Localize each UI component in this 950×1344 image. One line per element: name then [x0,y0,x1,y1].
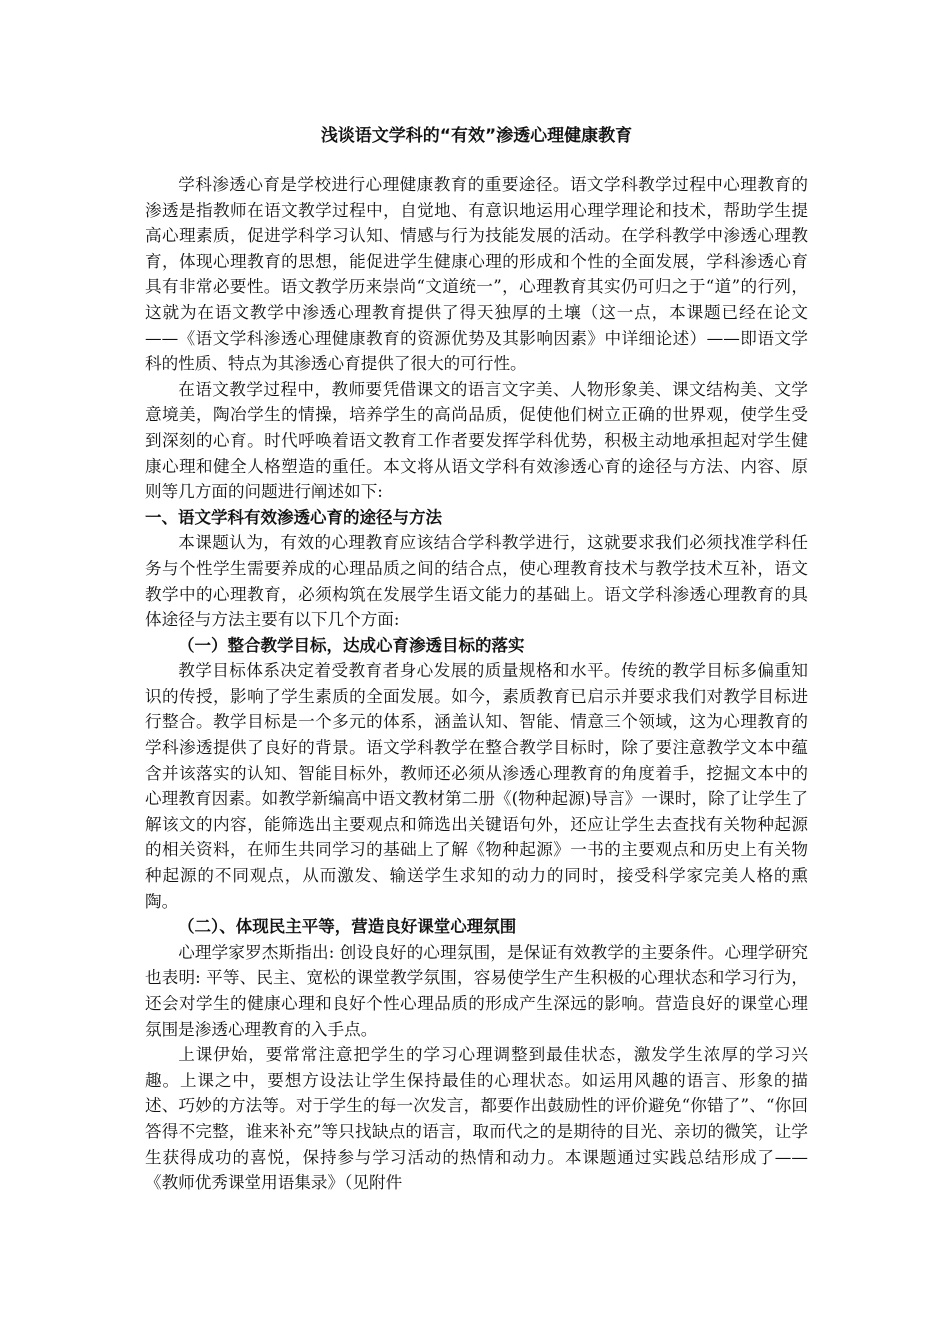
subsection-heading: （二）、体现民主平等，营造良好课堂心理氛围 [178,917,517,937]
document-title: 浅谈语文学科的“有效”渗透心理健康教育 [320,126,633,146]
paragraph: 在语文教学过程中，教师要凭借课文的语言文字美、人物形象美、课文结构美、文学意境美，陶冶学生的情操，培养学生的高尚品质，促使他们树立正确的世界观，使学生受到深刻的心育。时代呼唤着语文教育工作者要发挥学科优势，积极主动地承担起对学生健康心理和健全人格塑造的重任。本文将从语文学科有效渗透心育的途径与方法、内容、原则等几方面的问题进行阐述如下: [145,379,808,502]
paragraph: 本课题认为，有效的心理教育应该结合学科教学进行，这就要求我们必须找准学科任务与个性学生需要养成的心理品质之间的结合点，使心理教育技术与教学技术互补，语文教学中的心理教育，必须构筑在发展学生语文能力的基础上。语文学科渗透心理教育的具体途径与方法主要有以下几个方面: [145,533,808,630]
paragraph: 心理学家罗杰斯指出: 创设良好的心理氛围，是保证有效教学的主要条件。心理学研究也表明: 平等、民主、宽松的课堂教学氛围，容易使学生产生积极的心理状态和学习行为，还会对学生的健康心理和良好个性心理品质的形成产生深远的影响。营造良好的课堂心理氛围是渗透心理教育的入手点。 [145,942,808,1039]
paragraph: 学科渗透心育是学校进行心理健康教育的重要途径。语文学科教学过程中心理教育的渗透是指教师在语文教学过程中，自觉地、有意识地运用心理学理论和技术，帮助学生提高心理素质，促进学科学习认知、情感与行为技能发展的活动。在学科教学中渗透心理教育，体现心理教育的思想，能促进学生健康心理的形成和个性的全面发展，学科渗透心育具有非常必要性。语文教学历来崇尚“文道统一”，心理教育其实仍可归之于“道”的行列，这就为在语文教学中渗透心理教育提供了得天独厚的土壤（这一点，本课题已经在论文——《语文学科渗透心理健康教育的资源优势及其影响因素》中详细论述）——即语文学科的性质、特点为其渗透心育提供了很大的可行性。 [145,175,808,374]
paragraph: 上课伊始，要常常注意把学生的学习心理调整到最佳状态，激发学生浓厚的学习兴趣。上课之中，要想方设法让学生保持最佳的心理状态。如运用风趣的语言、形象的描述、巧妙的方法等。对于学生的每一次发言，都要作出鼓励性的评价避免“你错了”、“你回答得不完整，谁来补充”等只找缺点的语言，取而代之的是期待的目光、亲切的微笑，让学生获得成功的喜悦，保持参与学习活动的热情和动力。本课题通过实践总结形成了——《教师优秀课堂用语集录》（见附件 [145,1045,808,1193]
section-heading: 一、语文学科有效渗透心育的途径与方法 [145,507,442,527]
paragraph: 教学目标体系决定着受教育者身心发展的质量规格和水平。传统的教学目标多偏重知识的传授，影响了学生素质的全面发展。如今，素质教育已启示并要求我们对教学目标进行整合。教学目标是一个多元的体系，涵盖认知、智能、情意三个领域，这为心理教育的学科渗透提供了良好的背景。语文学科教学在整合教学目标时，除了要注意教学文本中蕴含并该落实的认知、智能目标外，教师还必须从渗透心理教育的角度着手，挖掘文本中的心理教育因素。如教学新编高中语文教材第二册《(物种起源)导言》一课时，除了让学生了解该文的内容，能筛选出主要观点和筛选出关键语句外，还应让学生去查找有关物种起源的相关资料，在师生共同学习的基础上了解《物种起源》一书的主要观点和历史上有关物种起源的不同观点，从而激发、输送学生求知的动力的同时，接受科学家完美人格的熏陶。 [145,661,808,911]
subsection-heading: （一）整合教学目标，达成心育渗透目标的落实 [178,635,525,655]
document-body [145,124,808,1196]
